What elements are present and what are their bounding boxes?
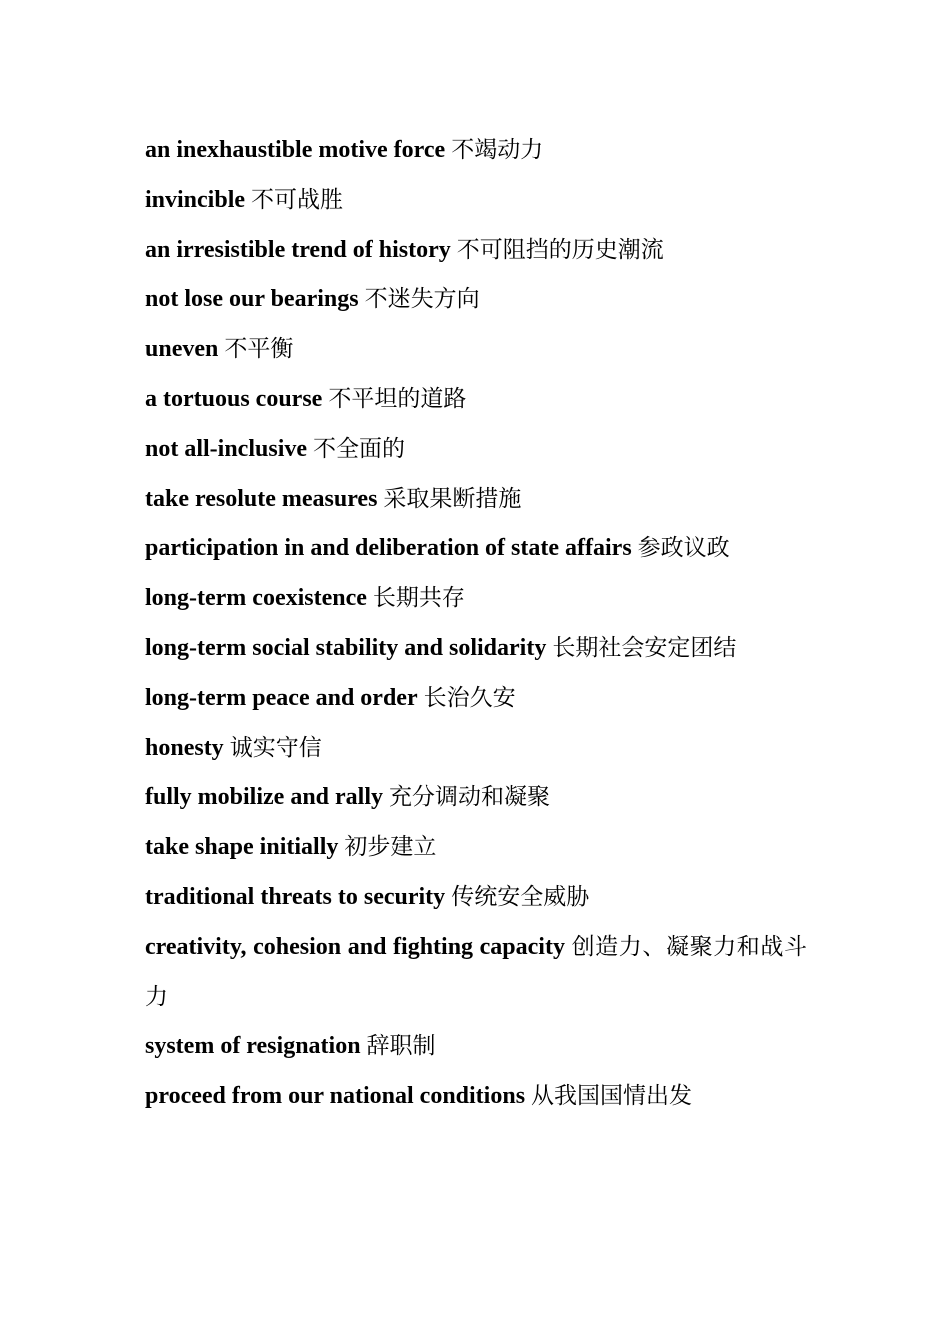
glossary-entry: [145, 375, 807, 425]
document-page: [145, 126, 807, 1122]
entry-chinese: 不可战胜: [251, 186, 344, 213]
entry-chinese: 参政议政: [637, 535, 730, 562]
entry-english: a tortuous course: [145, 385, 323, 412]
glossary-entry: [145, 624, 807, 674]
entry-english: honesty: [145, 734, 224, 761]
entry-chinese: 充分调动和凝聚: [389, 784, 551, 811]
entry-english: take shape initially: [145, 834, 339, 861]
glossary-entry: [145, 674, 807, 724]
entry-chinese: 诚实守信: [229, 734, 322, 761]
glossary-entry: [145, 574, 807, 624]
entry-english: proceed from our national conditions: [145, 1083, 526, 1110]
entry-chinese: 采取果断措施: [383, 485, 522, 512]
entry-chinese: 长期社会安定团结: [552, 634, 737, 661]
entry-chinese: 不全面的: [313, 435, 406, 462]
entry-chinese: 辞职制: [366, 1033, 436, 1060]
glossary-entry: [145, 1072, 807, 1122]
glossary-entry: [145, 126, 807, 176]
glossary-entry: [145, 873, 807, 923]
entry-english: an irresistible trend of history: [145, 236, 451, 263]
entry-chinese: 传统安全威胁: [451, 883, 590, 910]
entry-english: take resolute measures: [145, 485, 378, 512]
entry-english: long-term peace and order: [145, 684, 418, 711]
entry-chinese: 不可阻挡的历史潮流: [456, 236, 664, 263]
entry-english: traditional threats to security: [145, 883, 446, 910]
entry-english: participation in and deliberation of state affairs: [145, 535, 632, 562]
entry-english: uneven: [145, 336, 219, 363]
glossary-entry: [145, 773, 807, 823]
glossary-entry: [145, 176, 807, 226]
entry-chinese: 初步建立: [344, 834, 437, 861]
entry-english: long-term social stability and solidarity: [145, 634, 547, 661]
glossary-entry: [145, 724, 807, 774]
entry-english: creativity, cohesion and fighting capacity: [145, 933, 565, 960]
entry-english: system of resignation: [145, 1033, 361, 1060]
entry-chinese: 长期共存: [372, 585, 465, 612]
glossary-entry: [145, 425, 807, 475]
glossary-entry: [145, 226, 807, 276]
entry-english: not lose our bearings: [145, 286, 359, 313]
glossary-entry: [145, 923, 807, 1023]
entry-chinese: 不平坦的道路: [328, 385, 467, 412]
entry-english: invincible: [145, 186, 246, 213]
glossary-entry: [145, 325, 807, 375]
glossary-entry: [145, 275, 807, 325]
entry-english: fully mobilize and rally: [145, 784, 384, 811]
entry-chinese: 创造力、凝聚力和战斗力: [145, 933, 808, 1010]
entry-chinese: 不迷失方向: [364, 286, 480, 313]
entry-chinese: 长治久安: [423, 684, 516, 711]
glossary-entry: [145, 475, 807, 525]
entry-chinese: 从我国国情出发: [531, 1083, 693, 1110]
glossary-entry: [145, 1022, 807, 1072]
entry-english: long-term coexistence: [145, 585, 367, 612]
glossary-entry: [145, 524, 807, 574]
glossary-entry: [145, 823, 807, 873]
entry-english: an inexhaustible motive force: [145, 137, 446, 163]
entry-english: not all-inclusive: [145, 435, 308, 462]
entry-chinese: 不平衡: [224, 336, 294, 363]
entry-chinese: 不竭动力: [451, 137, 544, 163]
